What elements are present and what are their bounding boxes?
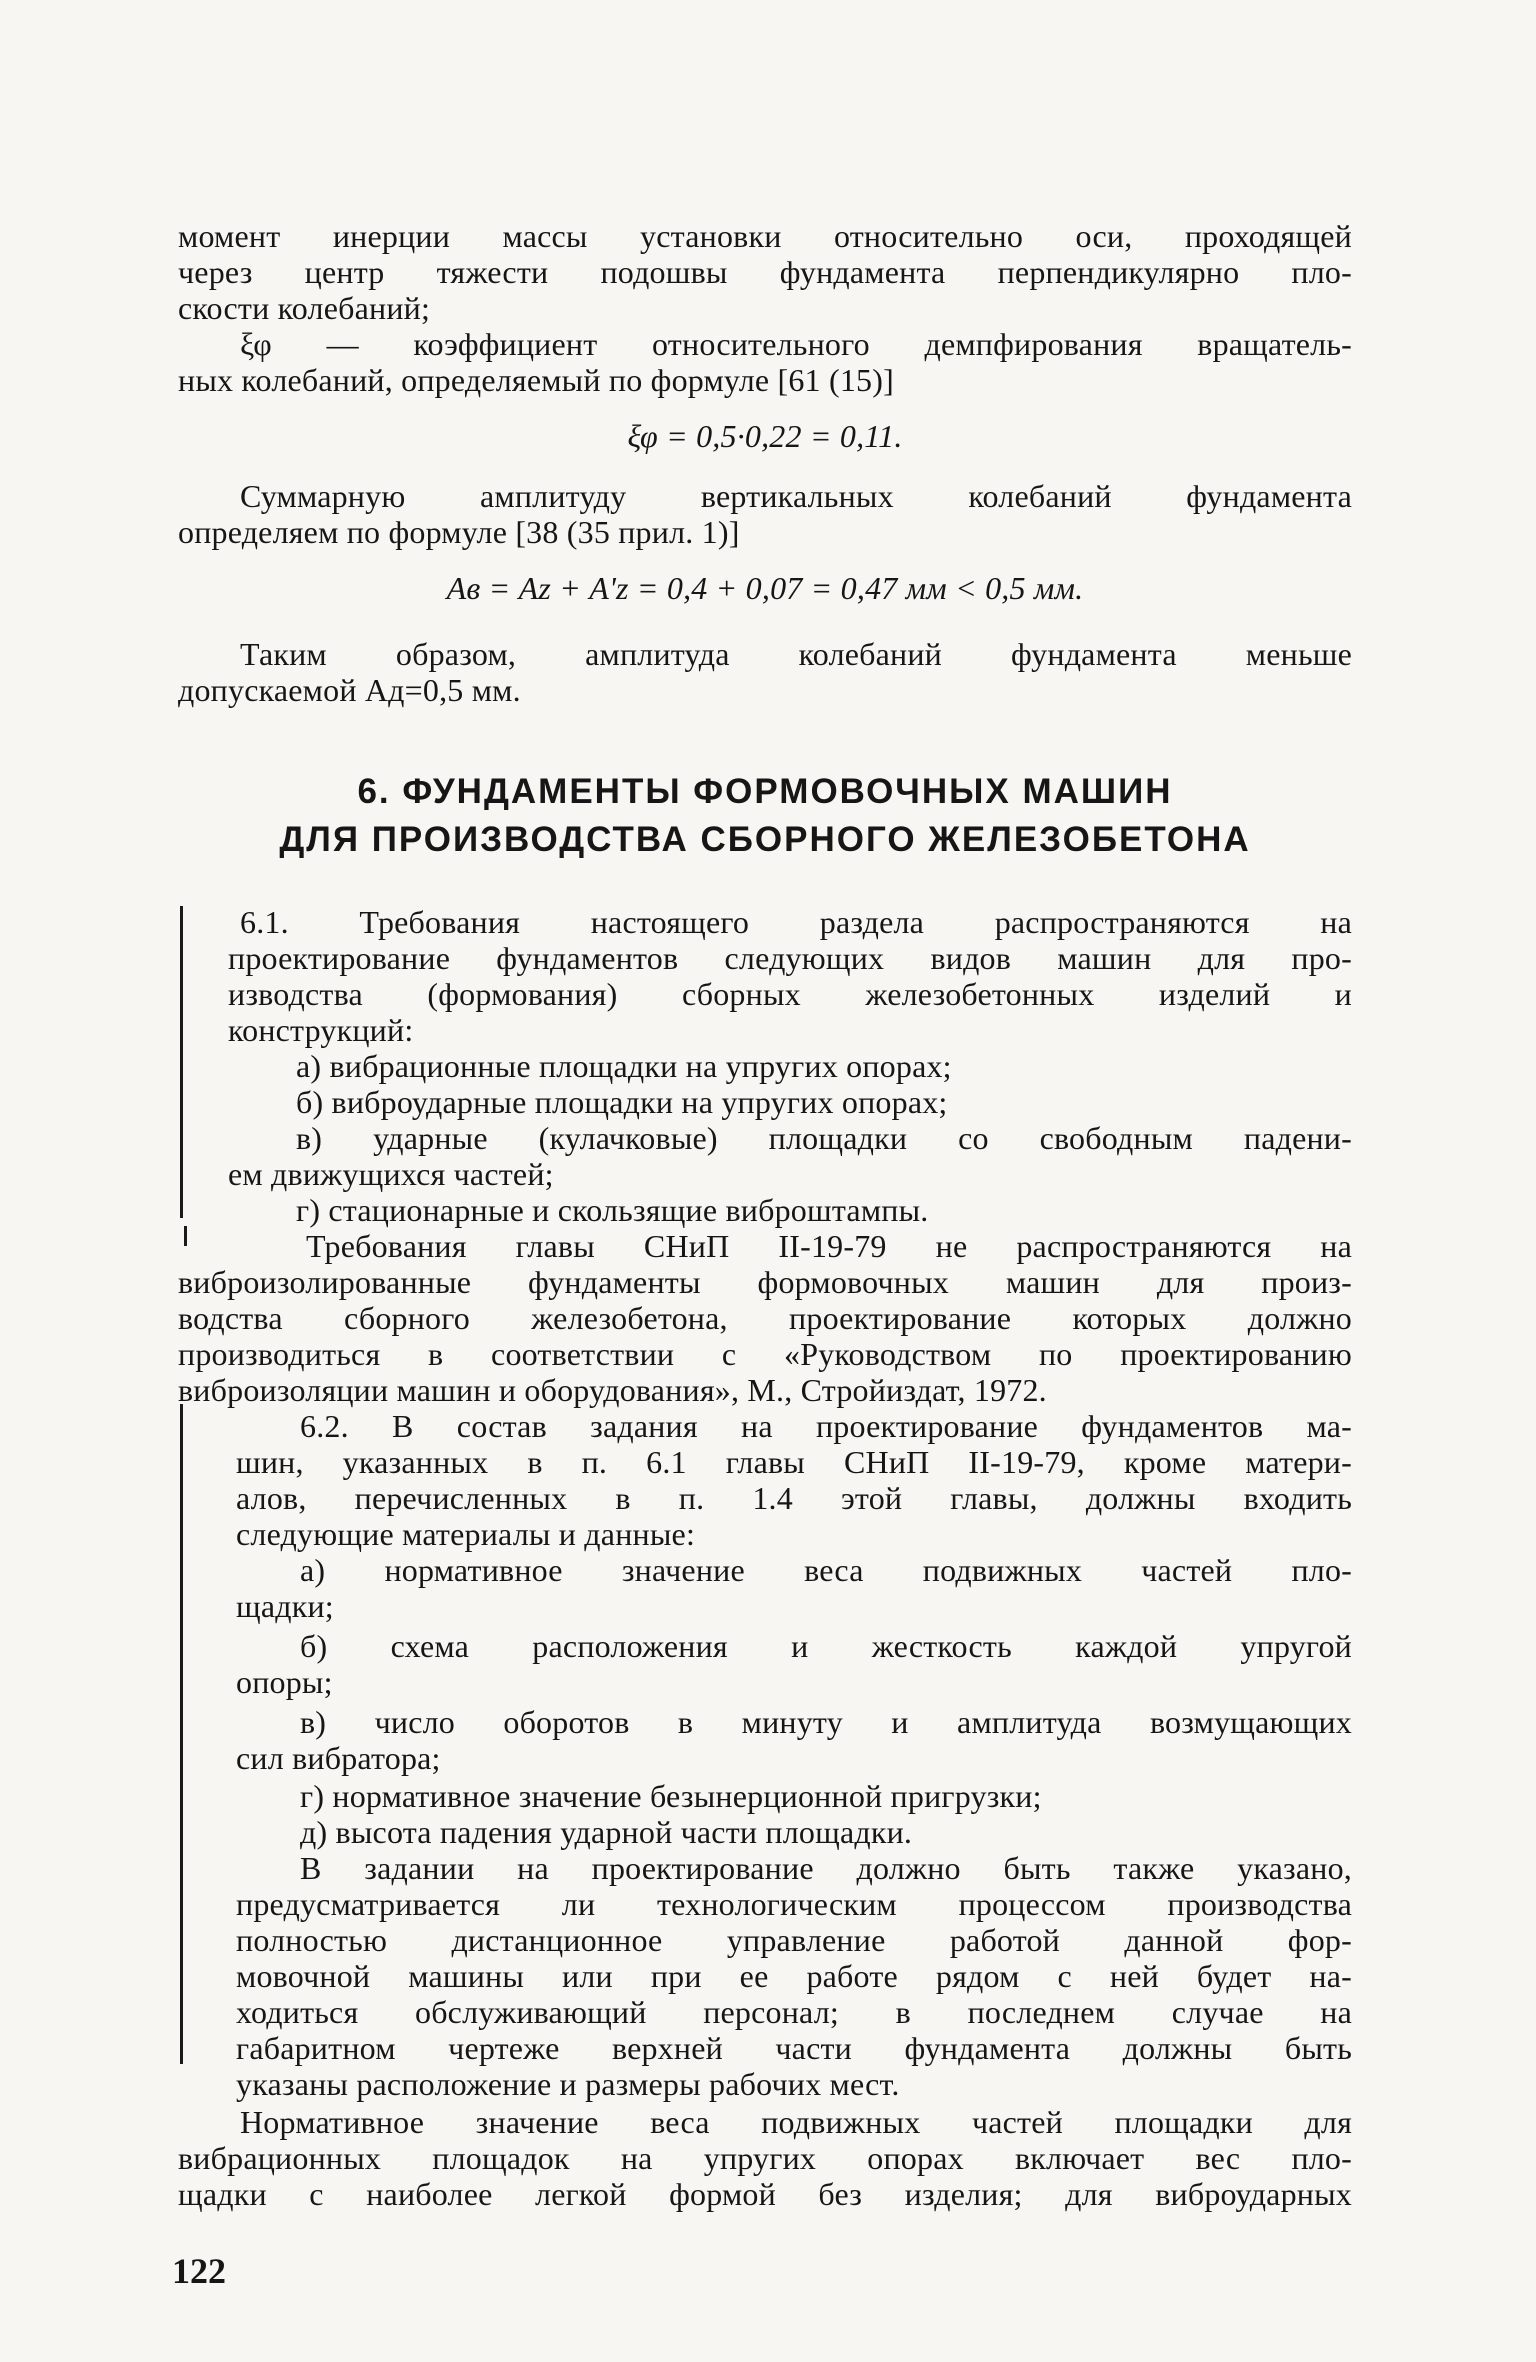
text-line: скости колебаний; — [178, 290, 431, 326]
list-item: сил вибратора; — [236, 1740, 441, 1776]
text-line: Требования главы СНиП II-19-79 не распространяются на — [306, 1228, 1352, 1264]
text-line: предусматривается ли технологическим процессом производства — [236, 1886, 1352, 1922]
list-item: щадки; — [236, 1588, 334, 1624]
text-line: В задании на проектирование должно быть также указано, — [300, 1850, 1352, 1886]
text-line: через центр тяжести подошвы фундамента перпендикулярно пло- — [178, 254, 1352, 290]
text-line: ных колебаний, определяемый по формуле [61 (15)] — [178, 362, 894, 398]
text-line: момент инерции массы установки относительно оси, проходящей — [178, 218, 1352, 254]
list-item: б) схема расположения и жесткость каждой упругой — [300, 1628, 1352, 1664]
text-line: полностью дистанционное управление работой данной фор- — [236, 1922, 1352, 1958]
page-number: 122 — [172, 2251, 226, 2291]
list-item: в) число оборотов в минуту и амплитуда возмущающих — [300, 1704, 1352, 1740]
list-item: б) виброударные площадки на упругих опорах; — [296, 1084, 948, 1120]
section-heading: ДЛЯ ПРОИЗВОДСТВА СБОРНОГО ЖЕЛЕЗОБЕТОНА — [279, 820, 1251, 859]
section-heading: 6. ФУНДАМЕНТЫ ФОРМОВОЧНЫХ МАШИН — [357, 772, 1173, 811]
list-item: г) нормативное значение безынерционной пригрузки; — [300, 1778, 1042, 1814]
list-item: ем движущихся частей; — [228, 1156, 554, 1192]
text-line: проектирование фундаментов следующих видов машин для про- — [228, 940, 1352, 976]
change-bar — [180, 906, 183, 1218]
formula-xi: ξφ = 0,5·0,22 = 0,11. — [627, 418, 903, 454]
text-line: конструкций: — [228, 1012, 414, 1048]
text-line: алов, перечисленных в п. 1.4 этой главы, должны входить — [236, 1480, 1352, 1516]
text-line: водства сборного железобетона, проектирование которых должно — [178, 1300, 1352, 1336]
text-line: виброизоляции машин и оборудования», М., Стройиздат, 1972. — [178, 1372, 1047, 1408]
text-line: габаритном чертеже верхней части фундамента должны быть — [236, 2030, 1352, 2066]
list-item: а) нормативное значение веса подвижных частей пло- — [300, 1552, 1352, 1588]
text-line: 6.2. В состав задания на проектирование фундаментов ма- — [300, 1408, 1352, 1444]
list-item: в) ударные (кулачковые) площадки со свободным падени- — [296, 1120, 1352, 1156]
text-line: указаны расположение и размеры рабочих мест. — [236, 2066, 900, 2102]
text-line: 6.1. Требования настоящего раздела распространяются на — [240, 904, 1352, 940]
text-line: вибрационных площадок на упругих опорах включает вес пло- — [178, 2140, 1352, 2176]
text-line: ξφ — коэффициент относительного демпфирования вращатель- — [240, 326, 1352, 362]
text-line: Суммарную амплитуду вертикальных колебаний фундамента — [240, 478, 1352, 514]
list-item: г) стационарные и скользящие виброштампы. — [296, 1192, 929, 1228]
text-line: определяем по формуле [38 (35 прил. 1)] — [178, 514, 740, 550]
list-item: опоры; — [236, 1664, 333, 1700]
change-bar — [180, 1404, 183, 2064]
formula-amplitude: Ав = Аz + А'z = 0,4 + 0,07 = 0,47 мм < 0,5 мм. — [446, 570, 1084, 606]
text-line: ходиться обслуживающий персонал; в последнем случае на — [236, 1994, 1352, 2030]
text-line: допускаемой Ад=0,5 мм. — [178, 672, 521, 708]
text-line: изводства (формования) сборных железобетонных изделий и — [228, 976, 1352, 1012]
text-line: Таким образом, амплитуда колебаний фундамента меньше — [240, 636, 1352, 672]
text-line: щадки с наиболее легкой формой без изделия; для виброударных — [178, 2176, 1352, 2212]
text-line: Нормативное значение веса подвижных частей площадки для — [240, 2104, 1352, 2140]
change-bar — [184, 1226, 187, 1246]
list-item: а) вибрационные площадки на упругих опорах; — [296, 1048, 952, 1084]
list-item: д) высота падения ударной части площадки. — [300, 1814, 913, 1850]
text-line: виброизолированные фундаменты формовочных машин для произ- — [178, 1264, 1352, 1300]
text-line: следующие материалы и данные: — [236, 1516, 696, 1552]
text-line: производиться в соответствии с «Руководством по проектированию — [178, 1336, 1352, 1372]
text-line: шин, указанных в п. 6.1 главы СНиП II-19-79, кроме матери- — [236, 1444, 1352, 1480]
text-line: мовочной машины или при ее работе рядом с ней будет на- — [236, 1958, 1352, 1994]
